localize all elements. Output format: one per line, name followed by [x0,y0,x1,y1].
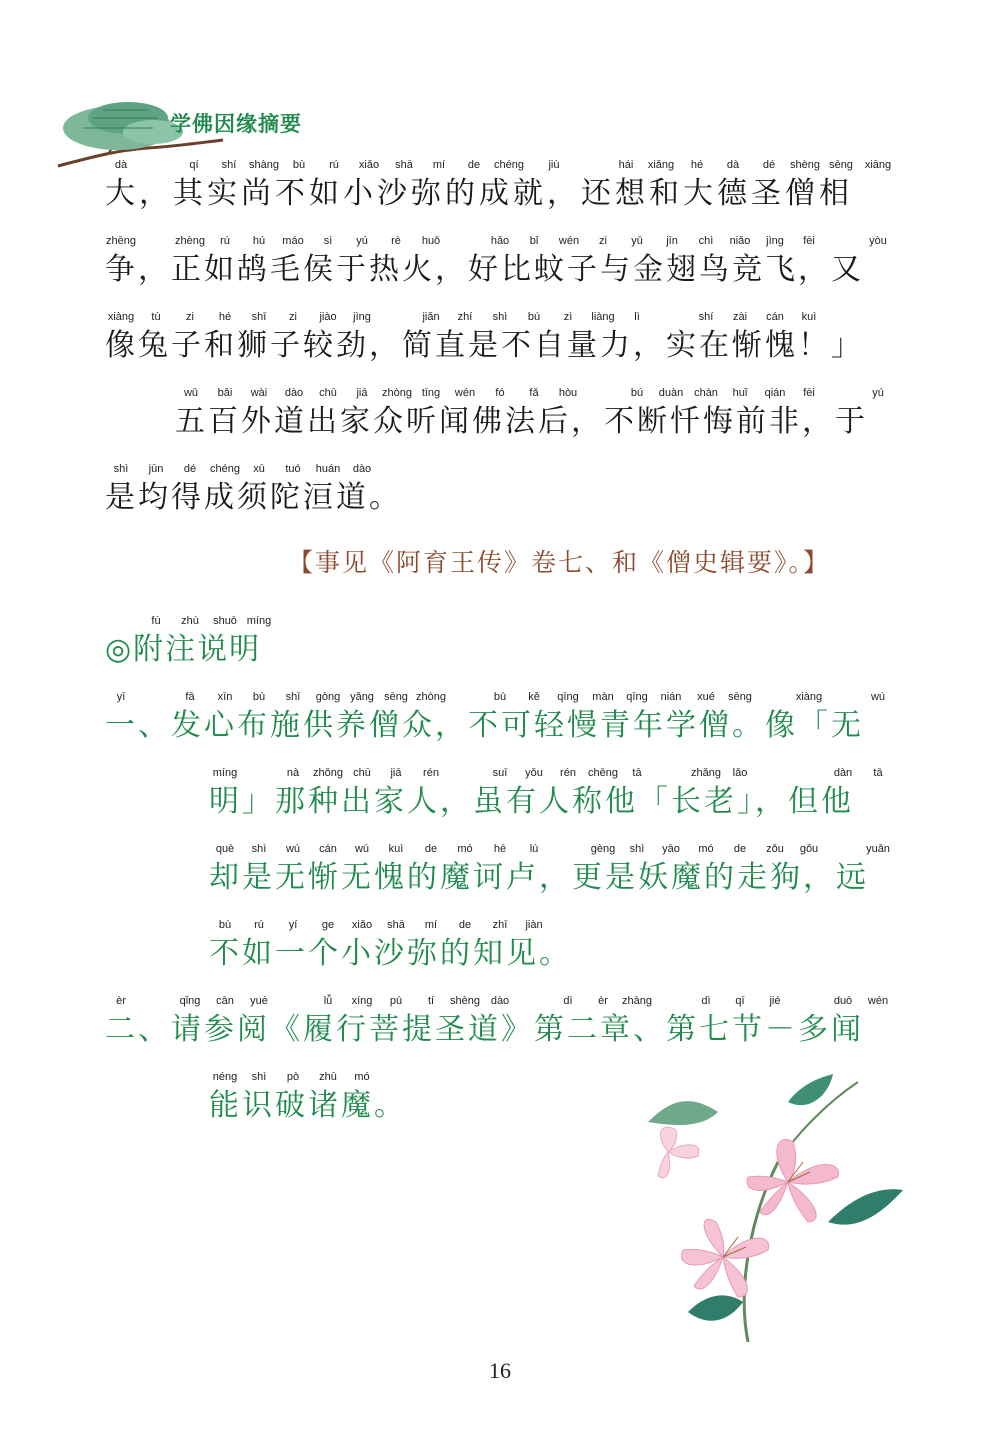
pinyin-label: wú [870,691,886,703]
pinyin-label: nà [286,767,300,779]
pinyin-label: pò [286,1071,300,1083]
pinyin-label: lì [634,311,640,323]
pinyin-label: chū [353,767,371,779]
pinyin-label: wǔ [183,387,199,399]
pinyin-label: shā [395,159,413,171]
pinyin-label: lú [529,843,539,855]
pinyin-label: niǎo [729,235,751,247]
pinyin-label: sēng [829,159,853,171]
pinyin-label: shì [251,1071,267,1083]
pinyin-label: fēi [803,235,815,247]
pinyin-label: xiàng [795,691,823,703]
pinyin-label: gòng [315,691,341,703]
lily-flower-icon [628,1072,918,1352]
pinyin-label: liàng [591,311,615,323]
pinyin-label: xiǎng [647,159,675,171]
pinyin-label: rú [220,235,230,247]
pinyin-label: tā [873,767,883,779]
pinyin-label: sì [323,235,333,247]
pinyin-label: mó [698,843,714,855]
pinyin-label: lǚ [323,995,333,1007]
pinyin-label: chēng [588,767,618,779]
pinyin-label: fǎ [529,387,539,399]
pinyin-label: zi [186,311,194,323]
pinyin-label: gǒu [799,843,819,855]
pinyin-label: bǐ [529,235,539,247]
pinyin-label: rú [254,919,264,931]
pinyin-label: shī [251,311,267,323]
pinyin-label: zhū [319,1071,337,1083]
pinyin-label: kuì [801,311,817,323]
pinyin-label: yī [116,691,126,703]
pinyin-label: zi [289,311,297,323]
text-line-1 [0,158,1000,234]
pinyin-label: bù [493,691,507,703]
pinyin-label: tí [427,995,435,1007]
pinyin-label: de [467,159,481,171]
pinyin-label: tā [632,767,642,779]
pinyin-label: wài [250,387,268,399]
text-line: 却是无惭无愧的魔诃卢，更是妖魔的走狗，远 [209,860,869,895]
text-line: 二、请参阅《履行菩提圣道》第二章、第七节－多闻 [105,1012,864,1047]
pinyin-label: dào [352,463,372,475]
pinyin-label: fēi [803,387,815,399]
pinyin-label: zhī [492,919,508,931]
pinyin-label: dào [490,995,510,1007]
pinyin-label: rén [423,767,439,779]
pinyin-label: zài [732,311,748,323]
pinyin-label: bú [630,387,644,399]
pinyin-label: qīng [626,691,648,703]
pinyin-label: máo [282,235,304,247]
pinyin-label: fó [495,387,505,399]
pinyin-label: zhí [457,311,473,323]
pinyin-label: zhòng [382,387,412,399]
pinyin-label: huǐ [732,387,748,399]
pinyin-label: jūn [148,463,164,475]
pinyin-label: màn [592,691,614,703]
pinyin-label: jìng [766,235,784,247]
pinyin-label: shuō [213,615,237,627]
note-item-2 [0,994,1000,1070]
pinyin-label: dé [183,463,197,475]
notes-heading [0,614,1000,690]
pinyin-label: qí [189,159,199,171]
note-item-1-cont [0,766,1000,842]
pinyin-label: sēng [728,691,752,703]
pinyin-label: chàn [694,387,718,399]
pinyin-label: qǐng [179,995,201,1007]
pinyin-label: zì [563,311,573,323]
pinyin-label: shí [221,159,237,171]
pinyin-label: hú [252,235,266,247]
pinyin-label: shèng [790,159,820,171]
pinyin-label: qián [764,387,786,399]
pinyin-label: néng [212,1071,238,1083]
text-line-3 [0,310,1000,386]
pinyin-label: bù [252,691,266,703]
pinyin-label: duàn [658,387,684,399]
pinyin-label: xiǎo [358,159,380,171]
pinyin-label: qīng [557,691,579,703]
pinyin-label: zhāng [622,995,652,1007]
text-line: 五百外道出家众听闻佛法后，不断忏悔前非，于 [175,404,868,439]
pinyin-label: sēng [384,691,408,703]
pinyin-label: rén [560,767,576,779]
pinyin-label: shì [113,463,129,475]
text-line: 争，正如鸪毛侯于热火，好比蚊子与金翅鸟竞飞，又 [105,252,864,287]
pinyin-label: zhèng [175,235,205,247]
pinyin-label: hē [493,843,507,855]
pinyin-label: tù [151,311,161,323]
pinyin-label: fù [151,615,161,627]
pinyin-label: què [215,843,235,855]
note-item-1 [0,690,1000,766]
pinyin-label: chū [319,387,337,399]
pinyin-label: hé [218,311,232,323]
pinyin-label: xū [253,463,265,475]
pinyin-label: mí [424,919,438,931]
pinyin-label: hòu [558,387,578,399]
pinyin-label: jiàn [525,919,543,931]
pinyin-label: shì [251,843,267,855]
pinyin-label: dào [284,387,304,399]
pinyin-label: jìng [353,311,371,323]
pinyin-label: xīn [217,691,233,703]
pinyin-label: jiù [548,159,560,171]
pinyin-label: ge [321,919,335,931]
pinyin-label: rè [391,235,401,247]
pinyin-label: jiā [390,767,402,779]
pinyin-label: wén [867,995,889,1007]
text-line-5 [0,462,1000,538]
pinyin-label: zhēng [106,235,136,247]
pinyin-label: jīn [666,235,678,247]
pinyin-label: shì [629,843,645,855]
pinyin-label: bǎi [217,387,233,399]
pinyin-label: yǔ [631,235,643,247]
pinyin-label: chéng [210,463,240,475]
pinyin-label: dì [701,995,711,1007]
text-line-2 [0,234,1000,310]
pinyin-label: jié [769,995,781,1007]
pinyin-label: yǒu [525,767,543,779]
pinyin-label: hé [690,159,704,171]
note-item-1-cont [0,918,1000,994]
pinyin-label: mó [354,1071,370,1083]
pinyin-label: pú [389,995,403,1007]
pinyin-label: yāo [662,843,680,855]
text-line: 大，其实尚不如小沙弥的成就，还想和大德圣僧相 [105,176,853,211]
pinyin-label: duō [833,995,853,1007]
pinyin-label: shì [492,311,508,323]
pinyin-label: dà [114,159,128,171]
text-line: 不如一个小沙弥的知见。 [209,936,572,971]
pinyin-label: rú [329,159,339,171]
pinyin-label: zǒu [766,843,784,855]
pinyin-label: hǎo [490,235,510,247]
pinyin-label: jiào [319,311,337,323]
pinyin-label: zhǎng [691,767,721,779]
pinyin-label: èr [116,995,126,1007]
pinyin-label: bú [527,311,541,323]
pinyin-label: hái [618,159,634,171]
pinyin-label: wén [454,387,476,399]
pinyin-label: yuè [250,995,268,1007]
pinyin-label: shā [387,919,405,931]
pinyin-label: xiǎo [351,919,373,931]
pinyin-label: jiā [356,387,368,399]
pinyin-label: zhòng [416,691,446,703]
pinyin-label: huán [315,463,341,475]
pinyin-label: suī [492,767,508,779]
pinyin-label: yí [288,919,298,931]
pinyin-label: nián [660,691,682,703]
pinyin-label: wú [354,843,370,855]
pinyin-label: mó [457,843,473,855]
pinyin-label: de [424,843,438,855]
pinyin-label: shèng [450,995,480,1007]
pinyin-label: shī [285,691,301,703]
pinyin-label: chì [698,235,714,247]
pinyin-label: yú [872,387,884,399]
pinyin-label: yòu [869,235,887,247]
source-reference: 【事见《阿育王传》卷七、和《僧史辑要》。】 [288,548,831,577]
pinyin-label: lǎo [732,767,748,779]
pinyin-label: wén [558,235,580,247]
pinyin-label: dé [762,159,776,171]
pinyin-label: jiǎn [422,311,440,323]
header-title: 学佛因缘摘要 [170,112,302,136]
text-line: 能识破诸魔。 [209,1088,407,1123]
page-number: 16 [489,1358,511,1383]
text-line: 像兔子和狮子较劲，简直是不自量力，实在惭愧！」 [105,328,864,363]
pinyin-label: shàng [249,159,279,171]
pinyin-label: bù [292,159,306,171]
pinyin-label: èr [598,995,608,1007]
pinyin-label: bù [218,919,232,931]
pinyin-label: dà [726,159,740,171]
pinyin-label: zi [599,235,607,247]
pinyin-label: mí [432,159,446,171]
pinyin-label: qī [735,995,745,1007]
pinyin-label: xiāng [864,159,892,171]
text-line: 一、发心布施供养僧众，不可轻慢青年学僧。像「无 [105,708,864,743]
pinyin-label: xué [697,691,715,703]
pinyin-label: zhǒng [313,767,343,779]
pinyin-label: cān [216,995,234,1007]
pinyin-label: de [733,843,747,855]
pinyin-label: cán [319,843,337,855]
pinyin-label: xíng [351,995,373,1007]
text-line: 是均得成须陀洹道。 [105,480,402,515]
pinyin-label: dì [563,995,573,1007]
pinyin-label: gèng [590,843,616,855]
pinyin-label: chéng [494,159,524,171]
pinyin-label: fā [185,691,195,703]
pinyin-label: huǒ [421,235,441,247]
pinyin-label: zhù [181,615,199,627]
pinyin-label: kuì [388,843,404,855]
pinyin-label: yuǎn [866,843,890,855]
pinyin-label: tīng [421,387,441,399]
pinyin-label: yǎng [350,691,374,703]
pinyin-label: de [458,919,472,931]
pinyin-label: yú [356,235,368,247]
pinyin-label: dàn [833,767,853,779]
pinyin-label: míng [246,615,272,627]
note-item-1-cont [0,842,1000,918]
pinyin-label: kě [528,691,540,703]
text-line-4 [0,386,1000,462]
pinyin-label: wú [285,843,301,855]
pinyin-label: xiàng [107,311,135,323]
text-line: ◎附注说明 [105,632,262,667]
pinyin-label: míng [212,767,238,779]
pinyin-label: cán [766,311,784,323]
text-line: 明」那种出家人，虽有人称他「长老」，但他 [209,784,854,819]
pinyin-label: tuó [285,463,301,475]
pinyin-label: shí [698,311,714,323]
